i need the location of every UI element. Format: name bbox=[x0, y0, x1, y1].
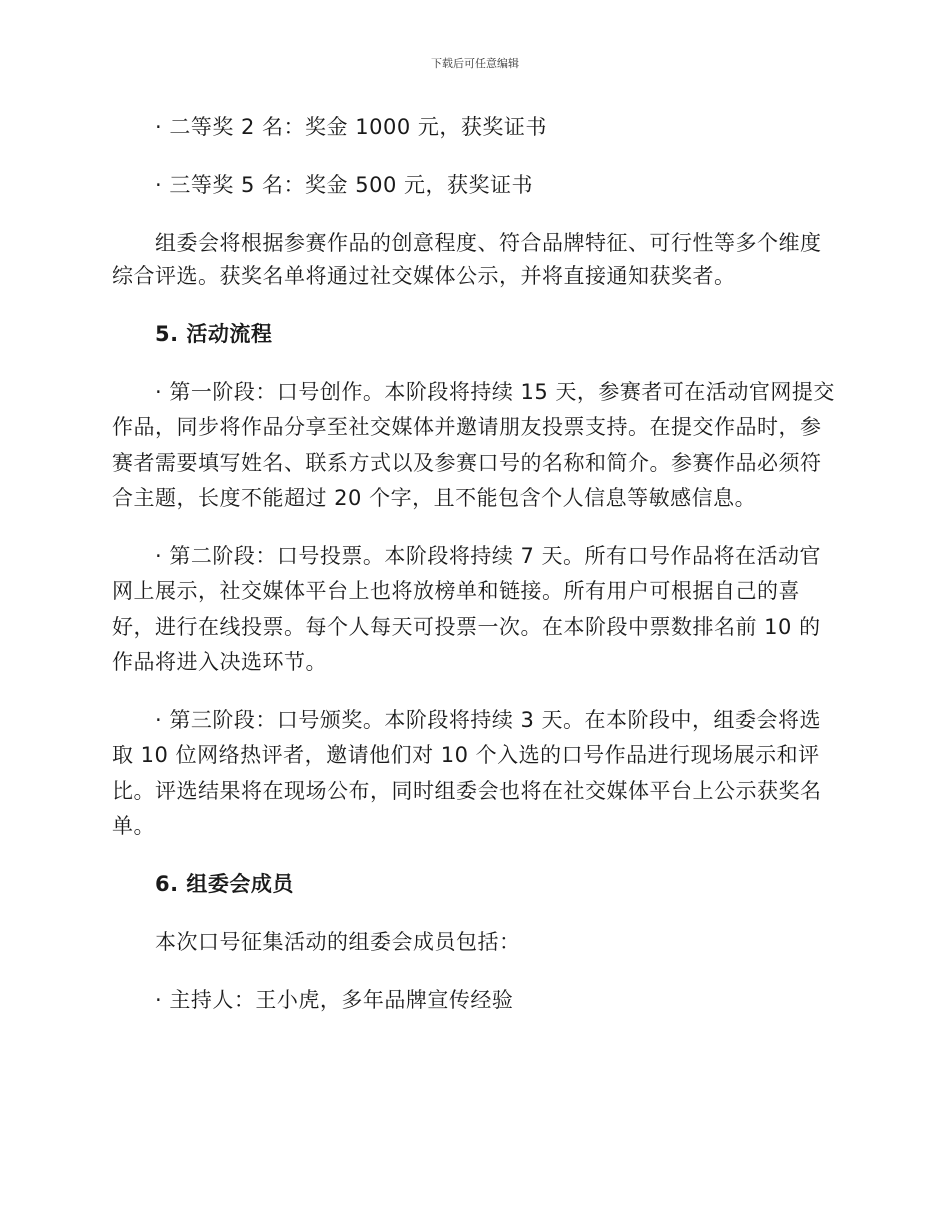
section-6-heading: 6. 组委会成员 bbox=[155, 872, 294, 896]
stage-2-line-2: 网上展示，社交媒体平台上也将放榜单和链接。所有用户可根据自己的喜 bbox=[112, 579, 800, 603]
document-body bbox=[112, 112, 835, 1012]
stage-1-line-1: · 第一阶段：口号创作。本阶段将持续 15 天，参赛者可在活动官网提交 bbox=[155, 380, 835, 404]
stage-1-line-2: 作品，同步将作品分享至社交媒体并邀请朋友投票支持。在提交作品时，参 bbox=[112, 415, 822, 439]
page-header-note: 下载后可任意编辑 bbox=[431, 57, 519, 70]
stage-3-line-2: 取 10 位网络热评者，邀请他们对 10 个入选的口号作品进行现场展示和评 bbox=[112, 743, 820, 767]
judging-paragraph-line-2: 综合评选。获奖名单将通过社交媒体公示，并将直接通知获奖者。 bbox=[112, 264, 736, 288]
stage-1-line-3: 赛者需要填写姓名、联系方式以及参赛口号的名称和简介。参赛作品必须符 bbox=[112, 451, 822, 475]
stage-2-line-3: 好，进行在线投票。每个人每天可投票一次。在本阶段中票数排名前 10 的 bbox=[112, 615, 821, 639]
stage-2-line-1: · 第二阶段：口号投票。本阶段将持续 7 天。所有口号作品将在活动官 bbox=[155, 544, 822, 568]
prize-second-item: · 二等奖 2 名：奖金 1000 元，获奖证书 bbox=[155, 115, 547, 139]
member-host-item: · 主持人：王小虎，多年品牌宣传经验 bbox=[155, 988, 514, 1012]
stage-2-line-4: 作品将进入决选环节。 bbox=[112, 650, 327, 674]
stage-3-line-3: 比。评选结果将在现场公布，同时组委会也将在社交媒体平台上公示获奖名 bbox=[112, 779, 822, 803]
stage-3-line-4: 单。 bbox=[112, 814, 155, 838]
stage-3-line-1: · 第三阶段：口号颁奖。本阶段将持续 3 天。在本阶段中，组委会将选 bbox=[155, 708, 822, 732]
members-intro: 本次口号征集活动的组委会成员包括： bbox=[155, 930, 521, 954]
judging-paragraph-line-1: 组委会将根据参赛作品的创意程度、符合品牌特征、可行性等多个维度 bbox=[155, 231, 822, 255]
stage-1-line-4: 合主题，长度不能超过 20 个字，且不能包含个人信息等敏感信息。 bbox=[112, 486, 757, 510]
prize-third-item: · 三等奖 5 名：奖金 500 元，获奖证书 bbox=[155, 173, 533, 197]
section-5-heading: 5. 活动流程 bbox=[155, 322, 273, 346]
